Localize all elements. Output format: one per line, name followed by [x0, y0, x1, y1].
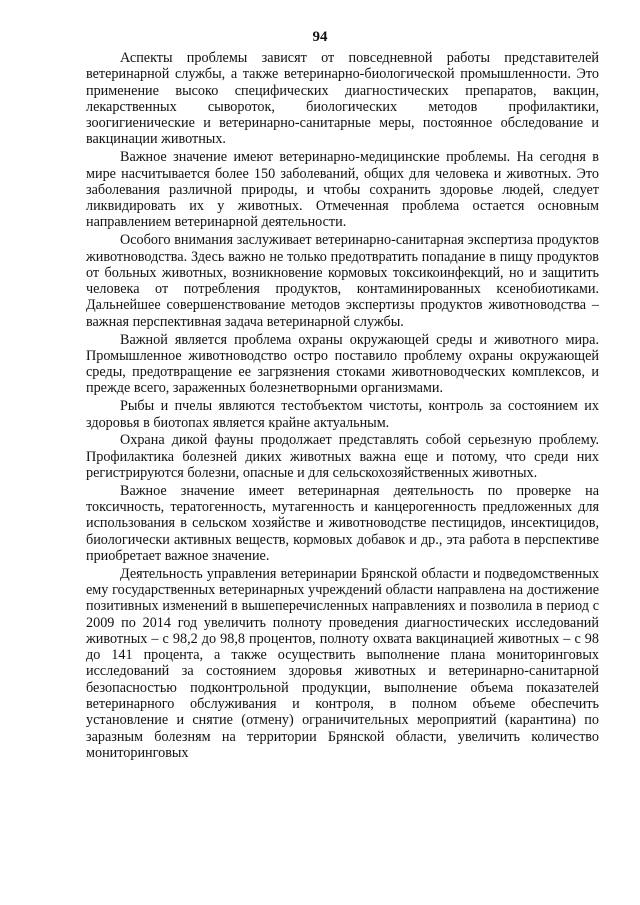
body-text — [86, 50, 599, 763]
paragraph: Деятельность управления ветеринарии Брянской области и подведомственных ему государственных ветеринарных учреждений области направлена на достижение позитивных изменений в вышеперечисленных направлениях и позволила в период с 2009 по 2014 год увеличить полноту проведения диагностических исследований животных – с 98,2 до 98,8 процентов, полноту охвата вакцинацией животных – с 98 до 141 процента, а также осуществить выполнение плана мониторинговых исследований за состоянием здоровья животных и ветеринарно-санитарной безопасностью подконтрольной продукции, выполнение объема показателей ветеринарного обслуживания и контроля, в полном объеме обеспечить установление и снятие (отмену) ограничительных мероприятий (карантина) по заразным болезням на территории Брянской области, увеличить количество мониторинговых — [86, 565, 599, 761]
paragraph: Важное значение имеют ветеринарно-медицинские проблемы. На сегодня в мире насчитывается более 150 заболеваний, общих для человека и животных. Это заболевания различной природы, и чтобы сохранить здоровье людей, следует ликвидировать их у животных. Отмеченная проблема остается основным направлением ветеринарной деятельности. — [86, 149, 599, 231]
page-number: 94 — [312, 29, 328, 45]
paragraph: Важное значение имеет ветеринарная деятельность по проверке на токсичность, тератогенность, мутагенность и канцерогенность предложенных для использования в сельском хозяйстве и животноводстве пестицидов, инсектицидов, биологически активных веществ, кормовых добавок и др., эта работа в перспективе приобретает важное значение. — [86, 482, 599, 564]
paragraph: Особого внимания заслуживает ветеринарно-санитарная экспертиза продуктов животноводства. Здесь важно не только предотвратить попадание в пищу продуктов от больных животных, возникновение кормовых токсикоинфекций, но и защитить человека от потребления продуктов, контаминированных ксенобиотиками. Дальнейшее совершенствование методов экспертизы продуктов животноводства – важная перспективная задача ветеринарной службы. — [86, 232, 599, 330]
paragraph: Охрана дикой фауны продолжает представлять собой серьезную проблему. Профилактика болезней диких животных важна еще и потому, что среди них регистрируются болезни, опасные и для сельскохозяйственных животных. — [86, 432, 599, 481]
paragraph: Рыбы и пчелы являются тестобъектом чистоты, контроль за состоянием их здоровья в биотопах является крайне актуальным. — [86, 398, 599, 431]
paragraph: Аспекты проблемы зависят от повседневной работы представителей ветеринарной службы, а также ветеринарно-биологической промышленности. Это применение высоко специфических диагностических препаратов, вакцин, лекарственных сывороток, биологических методов профилактики, зоогигиенические и ветеринарно-санитарные меры, постоянное обследование и вакцинации животных. — [86, 50, 599, 148]
paragraph: Важной является проблема охраны окружающей среды и животного мира. Промышленное животноводство остро поставило проблему охраны окружающей среды, предотвращение ее загрязнения стоками животноводческих комплексов, и прежде всего, зараженных болезнетворными организмами. — [86, 331, 599, 397]
